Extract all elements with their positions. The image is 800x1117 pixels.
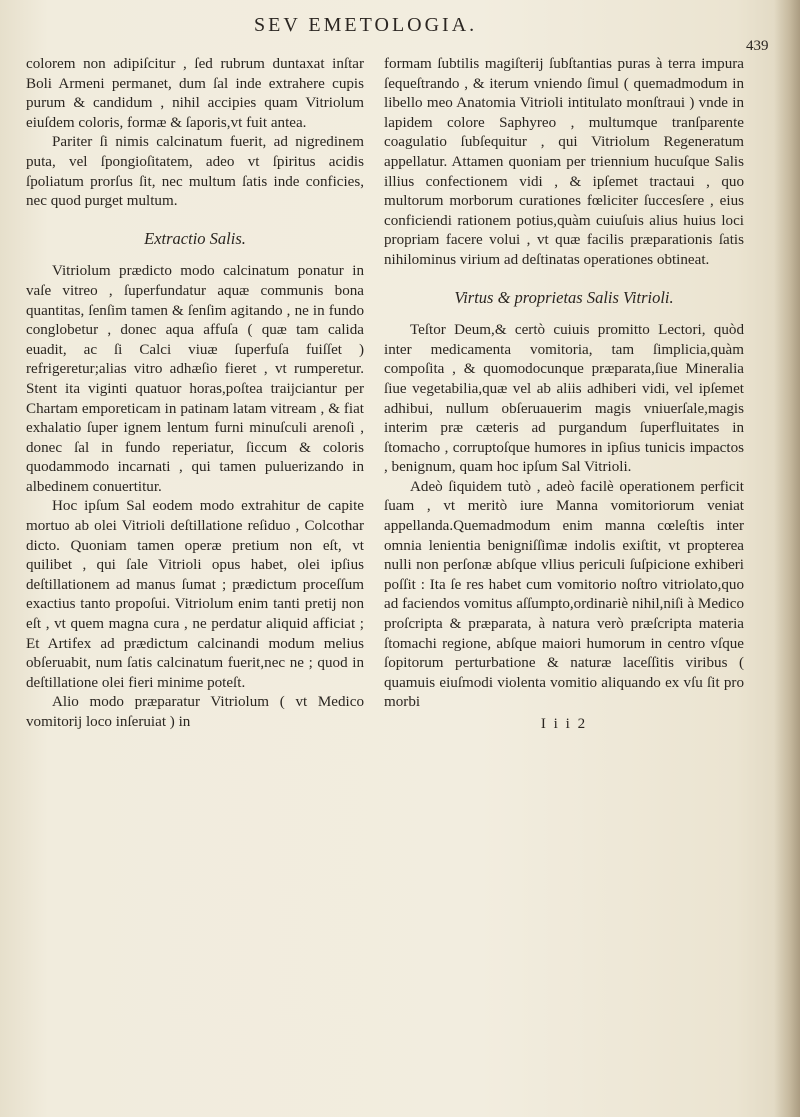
right-paragraph-3: Adeò ſiquidem tutò , adeò facilè operationem perficit ſuam , vt meritò iure Manna vomitoriorum veniat appellanda.Quemadmodum enim manna cœleſtis inter omnia lenientia benigniſſimæ indolis exiſtit, vt propterea nulli non perſonæ abſque vllius periculi ſuſpicione exhiberi poſſit : Ita ſe res habet cum vomitorio noſtro vitriolato,quo ad faciendos vomitus aſſumpto,ordinariè nihil,niſi à Medico proſcripta & præparata, à natura verò præſcripta materia ſtomachi regione, abſque maiori humorum in centro vſque ſopitorum perturbatione & naturæ laceſſitis viribus ( quamuis eiuſmodi violenta vomitio aliquando ex vſu ſit pro morbi bbox=[384, 478, 744, 711]
section-heading-virtus: Virtus & proprietas Salis Vitrioli. bbox=[454, 287, 674, 307]
left-paragraph-5: Alio modo præparatur Vitriolum ( vt Medico vomitorij loco inſeruiat ) in bbox=[26, 694, 364, 730]
left-paragraph-4: Hoc ipſum Sal eodem modo extrahitur de capite mortuo ab olei Vitrioli deſtillatione reſiduo , Colcothar dicto. Quoniam tamen operæ pretium non eſt, vt quilibet , qui ſale Vitrioli opus habet, olei ipſius deſtillationem ad manus ſumat ; prædictum proceſſum exactius tanto propoſui. Vitriolum enim tanti pretij non eſt , vt quem magna cura , ne perdatur aliquid afficiat ; Et Artifex ad prædictum calcinandi modum melius obſeruabit, num ſatis calcinatum fuerit,nec ne ; quod in deſtillatione olei fieri minime poteſt. bbox=[26, 498, 364, 691]
left-column bbox=[26, 55, 364, 733]
signature-mark: I i i 2 bbox=[540, 716, 588, 732]
right-paragraph-1: formam ſubtilis magiſterij ſubſtantias puras à terra impura ſequeſtrando , & iterum vniendo ſimul ( quemadmodum in libello meo Anatomia Vitrioli intitulato monſtraui ) vnde in lapidem colore Saphyreo , multumque tranſparente coagulatio ſubſequitur , qui Vitriolum Regeneratum appellatur. Attamen quoniam per triennium hucuſque Salis illius confectionem vidi , & ipſemet tractaui , quo multorum morborum curationes fœliciter ſuccesſere , eius conficiendi rationem potius,quàm cuiuſuis alius huius loci propriam facere volui , vt quæ facilis præparationis ſatis nihilominus virium ad deſtinatas operationes obtineat. bbox=[384, 56, 744, 268]
left-paragraph-2: Pariter ſi nimis calcinatum fuerit, ad nigredinem puta, vel ſpongioſitatem, adeo vt ſpiritus acidis ſpoliatum prorſus ſit, nec multum ſatis inde conficies, nec quod purget multum. bbox=[26, 134, 364, 210]
left-paragraph-3: Vitriolum prædicto modo calcinatum ponatur in vaſe vitreo , ſuperfundatur aquæ communis bona quantitas, ſenſim tamen & ſenſim agitando , ne in fundo conglobetur , donec aqua affuſa ( quæ tam calida euadit, ac ſi Calci viuæ ſuperfuſa fuiſſet ) refrigeretur;alias vitro adhæſio fieret , vt rumperetur. Stent ita viginti quatuor horas,poſtea traijciantur per Chartam emporeticam in patinam latam vitream , & fiat exhalatio ſuper ignem lentum furni minuſculi arenoſi , donec ſal in fundo reperiatur, ſiccum & coloris quodammodo incarnati , qui tamen puluerizando in albedinem conuertitur. bbox=[26, 263, 364, 495]
running-head: SEV EMETOLOGIA. bbox=[254, 14, 478, 36]
right-column bbox=[384, 55, 744, 735]
section-heading-extractio: Extractio Salis. bbox=[144, 228, 246, 248]
left-paragraph-1: colorem non adipiſcitur , ſed rubrum duntaxat inſtar Boli Armeni permanet, dum ſal inde extrahere cupis purum & candidum , nihil accipies quam Vitriolum eiuſdem coloris, formæ & ſaporis,vt fuit antea. bbox=[26, 56, 364, 131]
right-paragraph-2: Teſtor Deum,& certò cuiuis promitto Lectori, quòd inter medicamenta vomitoria, tam ſimplicia,quàm compoſita , & quomodocunque præparata,ſiue Mineralia ſiue vegetabilia,quæ vel ab aliis adhiberi vidi, vel ipſemet adhibui, nullum obſeruauerim magis vniuerſale,magis interim præ cæteris ad purgandum ſuperfluitates in ſtomacho , corruptoſque humores in ipſius tunicis impactos , benignum, quam hoc ipſum Sal Vitrioli. bbox=[384, 322, 744, 476]
page-number: 439 bbox=[746, 38, 769, 54]
page-edge-shadow bbox=[774, 0, 800, 1117]
